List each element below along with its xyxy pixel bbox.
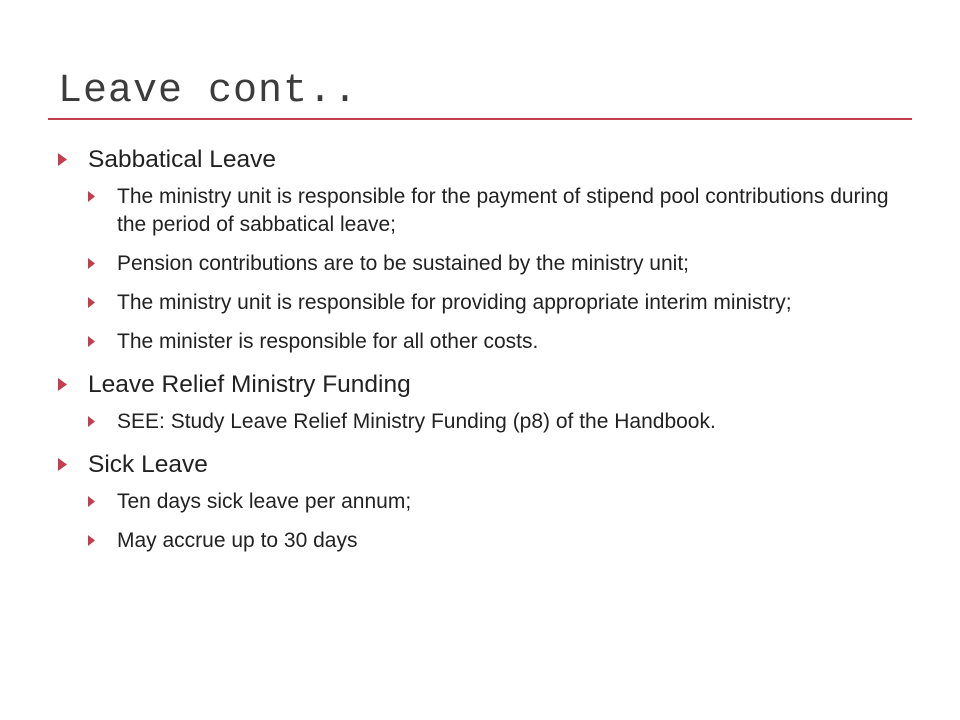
title-divider (48, 118, 912, 120)
slide-content (58, 145, 918, 555)
bullet-level-2 (88, 328, 918, 356)
triangle-right-icon (88, 328, 117, 347)
bullet-level-2 (88, 408, 918, 436)
triangle-right-icon (58, 370, 88, 391)
bullet-level-2 (88, 289, 918, 317)
section-heading-sick-leave: Sick Leave (88, 451, 208, 478)
bullet-text: The minister is responsible for all other costs. (117, 330, 539, 353)
triangle-right-icon (88, 250, 117, 269)
bullet-level-2 (88, 488, 918, 516)
triangle-right-icon (88, 488, 117, 507)
bullet-level-1 (58, 145, 918, 175)
triangle-right-icon (58, 450, 88, 471)
bullet-level-1 (58, 370, 918, 400)
triangle-right-icon (88, 527, 117, 546)
bullet-level-2 (88, 527, 918, 555)
triangle-right-icon (88, 408, 117, 427)
section-heading-sabbatical: Sabbatical Leave (88, 146, 276, 173)
slide-title: Leave cont.. (58, 69, 359, 114)
bullet-text: SEE: Study Leave Relief Ministry Funding (p8) of the Handbook. (117, 410, 716, 433)
bullet-level-2 (88, 250, 918, 278)
bullet-level-1 (58, 450, 918, 480)
bullet-text: The ministry unit is responsible for the payment of stipend pool contributions during the period of sabbatical leave; (117, 185, 889, 236)
bullet-text: Ten days sick leave per annum; (117, 490, 412, 513)
bullet-level-2 (88, 183, 918, 239)
triangle-right-icon (88, 183, 117, 202)
bullet-text: Pension contributions are to be sustained by the ministry unit; (117, 252, 689, 275)
triangle-right-icon (58, 145, 88, 166)
section-heading-leave-relief: Leave Relief Ministry Funding (88, 371, 411, 398)
bullet-text: May accrue up to 30 days (117, 529, 358, 552)
triangle-right-icon (88, 289, 117, 308)
bullet-text: The ministry unit is responsible for providing appropriate interim ministry; (117, 291, 792, 314)
